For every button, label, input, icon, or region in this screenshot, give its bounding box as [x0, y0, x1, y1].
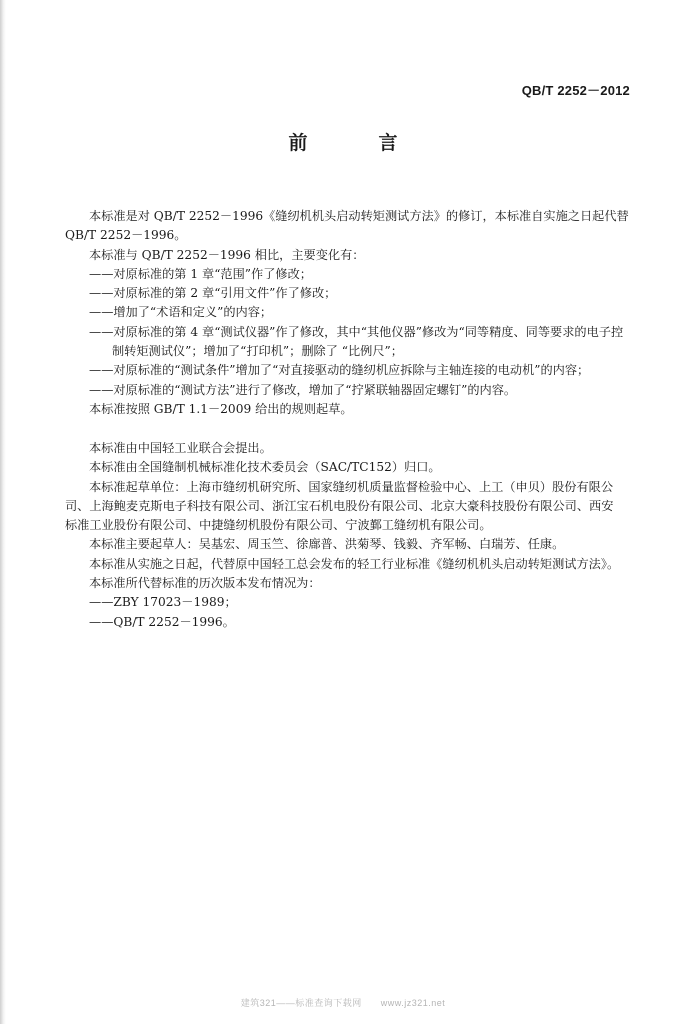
change-item: ——对原标准的第 2 章“引用文件”作了修改； [89, 286, 337, 301]
change-item: ——对原标准的第 4 章“测试仪器”作了修改，其中“其他仪器”修改为“同等精度、同等要求的电子控制转矩测试仪”；增加了“打印机”；删除了 “比例尺”； [89, 324, 624, 359]
para-changes-intro: 本标准与 QB/T 2252－1996 相比，主要变化有： [89, 247, 365, 262]
history-item: ——QB/T 2252－1996。 [89, 614, 235, 629]
foreword-section-2 [65, 439, 629, 632]
para-proposed-by: 本标准由中国轻工业联合会提出。 [89, 441, 272, 455]
para-replaces: 本标准从实施之日起，代替原中国轻工总会发布的轻工行业标准《缝纫机机头启动转矩测试方法》。 [89, 556, 620, 571]
history-item: ——ZBY 17023－1989； [89, 595, 237, 610]
change-item: ——增加了“术语和定义”的内容； [89, 305, 273, 320]
para-centralized-by: 本标准由全国缝制机械标准化技术委员会（SAC/TC152）归口。 [89, 460, 441, 475]
para-revision-line1: 本标准是对 QB/T 2252－1996《缝纫机机头启动转矩测试方法》的修订，本标准自实施之日起代替 [89, 209, 629, 223]
foreword-section-1 [65, 207, 629, 419]
para-drafting-units-line1: 本标准起草单位：上海市缝纫机研究所、国家缝纫机质量监督检验中心、上工（申贝）股份有限公 [89, 479, 614, 494]
para-drafting-units-line3: 标准工业股份有限公司、中捷缝纫机股份有限公司、宁波鄞工缝纫机有限公司。 [65, 518, 492, 533]
standard-code: QB/T 2252－2012 [521, 83, 630, 98]
change-item: ——对原标准的“测试条件”增加了“对直接驱动的缝纫机应拆除与主轴连接的电动机”的内容； [89, 363, 590, 378]
page-title: 前 言 [288, 132, 424, 154]
para-history-intro: 本标准所代替标准的历次版本发布情况为： [89, 576, 321, 591]
para-revision-line2: QB/T 2252－1996。 [65, 228, 187, 243]
para-drafting-rules: 本标准按照 GB/T 1.1－2009 给出的规则起草。 [89, 401, 353, 416]
change-item: ——对原标准的第 1 章“范围”作了修改； [89, 266, 312, 281]
para-drafters: 本标准主要起草人：吴基宏、周玉竺、徐廍普、洪菊琴、钱毅、齐军畅、白瑞芳、任康。 [89, 537, 565, 552]
para-drafting-units-line2: 司、上海鲍麦克斯电子科技有限公司、浙江宝石机电股份有限公司、北京大豪科技股份有限公司、西安 [65, 498, 614, 513]
change-item: ——对原标准的“测试方法”进行了修改，增加了“拧紧联轴器固定螺钉”的内容。 [89, 382, 517, 397]
footer-watermark: 建筑321——标准查询下载网 www.jz321.net [240, 998, 446, 1008]
